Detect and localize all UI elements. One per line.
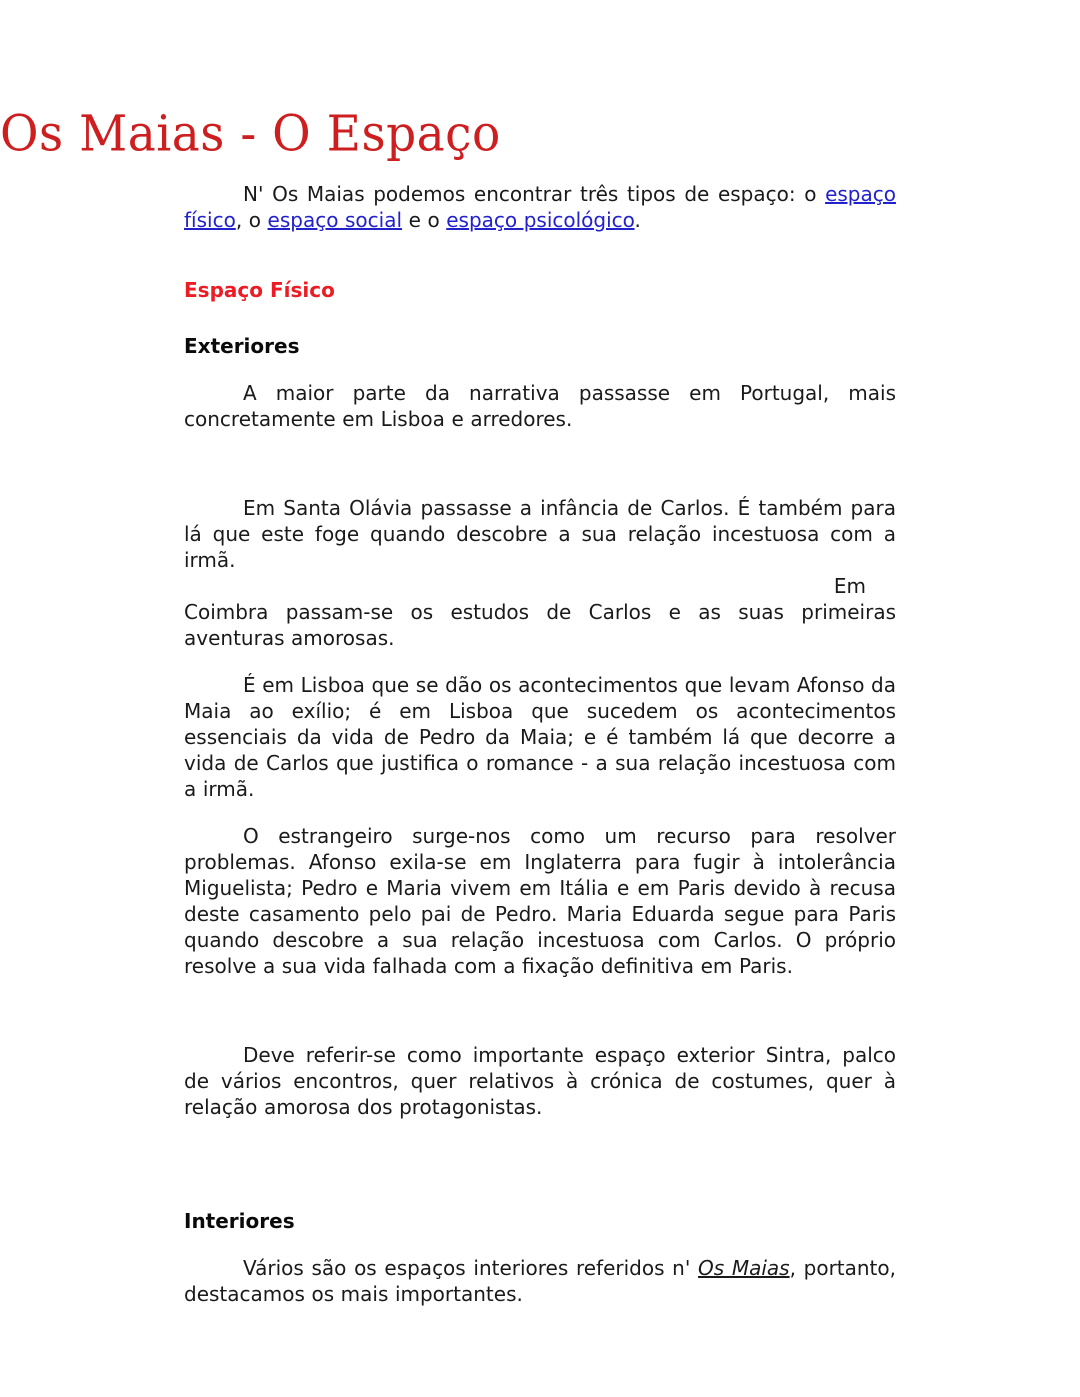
intro-text-between-1-2: , o [235,208,268,232]
paragraph-lisboa: É em Lisboa que se dão os acontecimentos que levam Afonso da Maia ao exílio; é em Lisboa que sucedem os acontecimentos essenciais da vida de Pedro da Maia; e é também lá que decorre a vida de Carlos que justifica o romance - a sua relação incestuosa com a irmã. [184,673,896,801]
paragraph-sintra: Deve referir-se como importante espaço exterior Sintra, palco de vários encontros, quer relativos à crónica de costumes, quer à relação amorosa dos protagonistas. [184,1043,896,1119]
spacer-after-exteriores-heading [184,359,896,380]
heading-exteriores: Exteriores [184,334,300,358]
intro-paragraph [184,181,896,233]
link-espaco-social-real[interactable]: espaço social [267,208,403,232]
link-espaco-fisico[interactable]: espaço físico [184,182,896,232]
spacer-before-interiores [184,1120,896,1208]
spacer-before-santa-olavia [184,432,896,495]
intro-text-before-link1: N' Os Maias podemos encontrar três tipos de espaço: o [243,182,826,206]
heading-espaco-fisico: Espaço Físico [184,278,335,302]
paragraph-fragment-em: Em [833,574,866,598]
intro-text-between-2-3: e o [402,208,447,232]
spacer-after-interiores-heading [184,1234,896,1255]
page-title: Os Maias - O Espaço [0,104,501,164]
paragraph-interiores [184,1255,896,1307]
interiores-text-before-title: Vários são os espaços interiores referidos n' [243,1256,699,1280]
heading-interiores: Interiores [184,1209,295,1233]
paragraph-estrangeiro: O estrangeiro surge-nos como um recurso para resolver problemas. Afonso exila-se em Inglaterra para fugir à intolerância Miguelista; Pedro e Maria vivem em Itália e em Paris devido à recusa deste casamento pelo pai de Pedro. Maria Eduarda segue para Paris quando descobre a sua relação incestuosa com Carlos. O próprio resolve a sua vida falhada com a fixação definitiva em Paris. [184,824,896,978]
document-body [184,0,896,1307]
intro-text-after-link3: . [634,208,641,232]
interiores-text-after-title: , portanto, destacamos os mais importantes. [184,1256,896,1306]
paragraph-narrativa-portugal: A maior parte da narrativa passasse em Portugal, mais concretamente em Lisboa e arredores. [184,381,896,431]
spacer-after-title [184,0,896,63]
spacer-before-lisboa [184,651,896,672]
spacer-title-block [184,63,896,181]
spacer-before-sintra [184,979,896,1042]
spacer-before-estrangeiro [184,802,896,823]
spacer-before-exteriores [184,303,896,333]
book-title-os-maias: Os Maias [698,1256,790,1280]
spacer-before-espaco-fisico [184,233,896,277]
paragraph-coimbra: Coimbra passam-se os estudos de Carlos e as suas primeiras aventuras amorosas. [184,600,896,650]
paragraph-santa-olavia: Em Santa Olávia passasse a infância de Carlos. É também para lá que este foge quando descobre a sua relação incestuosa com a irmã. [184,496,896,572]
link-espaco-psicologico[interactable]: espaço psicológico [446,208,635,232]
